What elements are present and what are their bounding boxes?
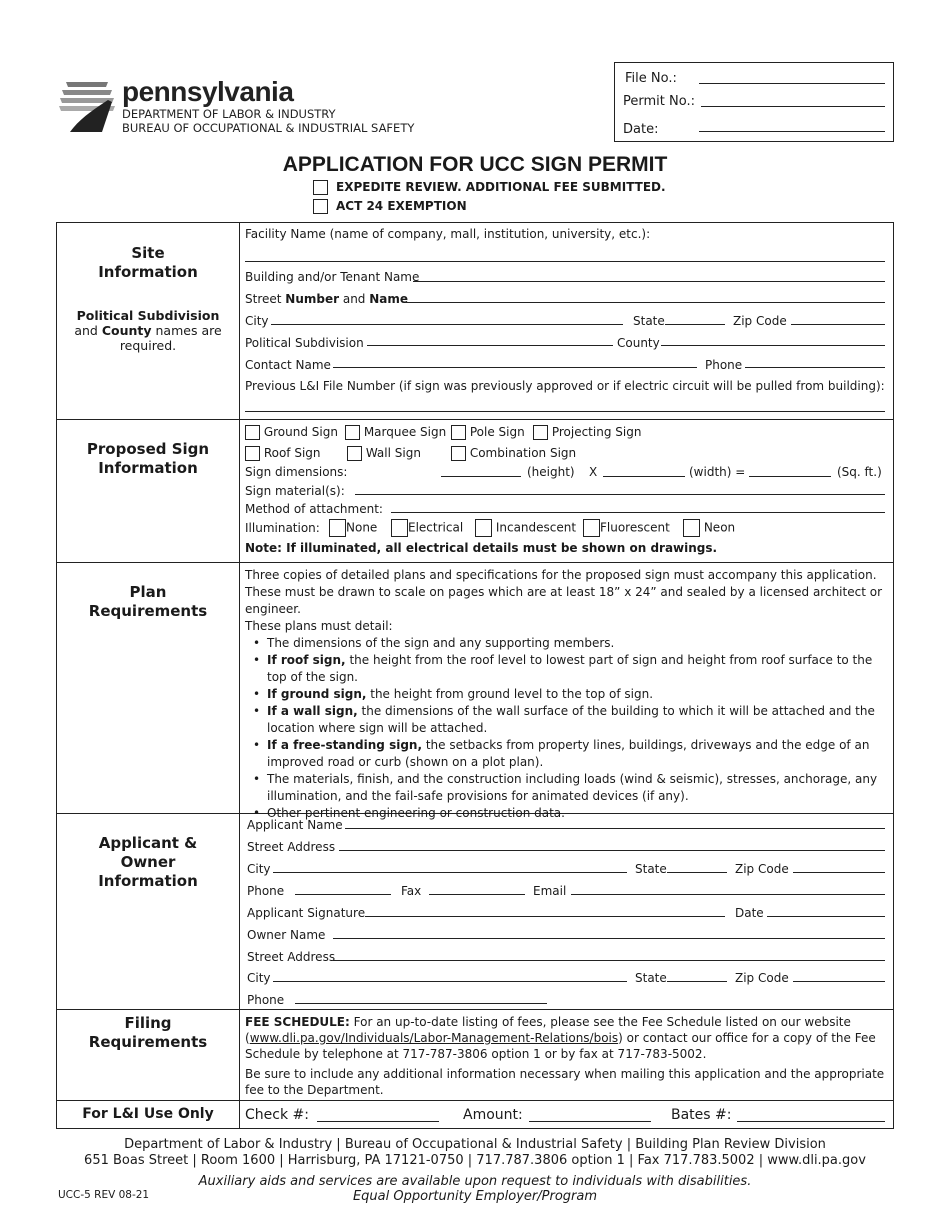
applicant-email-label: Email <box>533 884 567 898</box>
check-number-field[interactable] <box>317 1121 439 1122</box>
office-use-box <box>614 62 894 142</box>
applicant-zip-label: Zip Code <box>735 862 789 876</box>
permit-no-field[interactable] <box>701 106 885 107</box>
mailing-reminder: Be sure to include any additional information necessary when mailing this application and the appropriate fee to the Department. <box>245 1067 885 1097</box>
illumination-note: Note: If illuminated, all electrical details must be shown on drawings. <box>245 541 718 555</box>
proposed-title-2: Information <box>98 459 198 477</box>
building-name-field[interactable] <box>413 281 885 282</box>
page-title: APPLICATION FOR UCC SIGN PERMIT <box>282 153 668 176</box>
site-requirement-note <box>57 308 239 353</box>
applicant-state-label: State <box>635 862 667 876</box>
file-no-field[interactable] <box>699 83 885 84</box>
applicant-title-3: Information <box>98 872 198 890</box>
proposed-sign-section <box>57 420 893 563</box>
plan-requirements-label <box>57 563 240 813</box>
sign-material-field[interactable] <box>355 494 885 495</box>
filing-requirements-section <box>57 1010 893 1101</box>
illumination-incandescent-option[interactable]: Incandescent <box>475 519 576 537</box>
footer-accessibility-note: Auxiliary aids and services are available upon request to individuals with disabilities. <box>198 1174 752 1189</box>
marquee-sign-checkbox[interactable] <box>345 425 360 440</box>
zip-field[interactable] <box>791 324 885 325</box>
owner-zip-field[interactable] <box>793 981 885 982</box>
political-subdivision-label: Political Subdivision <box>245 336 364 350</box>
plan-title-1: Plan <box>129 583 167 601</box>
proposed-title-1: Proposed Sign <box>86 440 210 458</box>
incandescent-checkbox[interactable] <box>475 519 492 537</box>
applicant-city-field[interactable] <box>273 872 627 873</box>
applicant-state-field[interactable] <box>667 872 727 873</box>
illumination-neon-option[interactable]: Neon <box>683 519 735 537</box>
plan-intro-2: These plans must detail: <box>245 619 393 633</box>
form-number: UCC-5 REV 08-21 <box>58 1189 150 1201</box>
applicant-city-label: City <box>247 862 271 876</box>
width-label: (width) = <box>689 465 746 479</box>
applicant-name-field[interactable] <box>345 828 885 829</box>
contact-name-label: Contact Name <box>245 358 331 372</box>
ground-sign-checkbox[interactable] <box>245 425 260 440</box>
site-information-section <box>57 223 893 420</box>
site-title-2: Information <box>98 263 198 281</box>
political-subdivision-field[interactable] <box>367 345 613 346</box>
plan-item: • If a free-standing sign, the setbacks from property lines, buildings, driveways and the edge of an improved road or curb (shown on a plot plan). <box>253 737 885 771</box>
applicant-title-2: Owner <box>120 853 176 871</box>
area-field[interactable] <box>749 476 831 477</box>
applicant-title-1: Applicant & <box>98 834 198 852</box>
act24-option[interactable] <box>313 199 467 214</box>
amount-label: Amount: <box>463 1107 523 1123</box>
combination-sign-checkbox[interactable] <box>451 446 466 461</box>
owner-state-field[interactable] <box>667 981 727 982</box>
applicant-street-label: Street Address <box>247 840 336 854</box>
note-required: required. <box>119 338 177 353</box>
owner-city-label: City <box>247 971 271 985</box>
applicant-street-field[interactable] <box>339 850 885 851</box>
phone-field[interactable] <box>745 367 885 368</box>
ground-sign-option[interactable]: Ground Sign <box>245 425 338 440</box>
keystone-logo-icon <box>58 78 116 134</box>
owner-phone-field[interactable] <box>295 1003 547 1004</box>
illumination-none-option[interactable]: None <box>329 519 377 537</box>
li-use-section <box>57 1101 893 1129</box>
electrical-checkbox[interactable] <box>391 519 408 537</box>
li-use-fields <box>245 1101 885 1129</box>
filing-requirements-text <box>245 1010 885 1100</box>
act24-checkbox[interactable] <box>313 199 328 214</box>
owner-name-label: Owner Name <box>247 928 326 942</box>
applicant-signature-label: Applicant Signature <box>247 906 366 920</box>
plan-item: • If roof sign, the height from the roof level to lowest part of sign and height from roof surface to the top of the sign. <box>253 652 885 686</box>
plan-item: • Other pertinent engineering or construction data. <box>253 805 885 822</box>
state-field[interactable] <box>665 324 725 325</box>
applicant-fax-label: Fax <box>401 884 422 898</box>
owner-street-field[interactable] <box>333 960 885 961</box>
pole-sign-option[interactable]: Pole Sign <box>451 425 525 440</box>
applicant-phone-label: Phone <box>247 884 285 898</box>
county-label: County <box>617 336 660 350</box>
county-field[interactable] <box>661 345 885 346</box>
applicant-owner-label <box>57 814 240 1009</box>
bureau-name: BUREAU OF OCCUPATIONAL & INDUSTRIAL SAFETY <box>122 121 415 135</box>
projecting-sign-checkbox[interactable] <box>533 425 548 440</box>
filing-title-1: Filing <box>124 1014 172 1032</box>
plan-item: • The materials, finish, and the construction including loads (wind & seismic), stresses, anchorage, any illumination, and the fail-safe provisions for animated devices (if any). <box>253 771 885 805</box>
building-name-label: Building and/or Tenant Name <box>245 270 420 284</box>
note-and: and <box>74 323 102 338</box>
logo-wordmark: pennsylvania <box>122 76 294 107</box>
expedite-checkbox[interactable] <box>313 180 328 195</box>
note-rest: names are <box>151 323 222 338</box>
plan-intro: Three copies of detailed plans and specifications for the proposed sign must accompany this application. These must be drawn to scale on pages which are at least 18” x 24” and sealed by a licensed architect or engineer. <box>245 568 882 616</box>
fee-schedule-link[interactable]: www.dli.pa.gov/Individuals/Labor-Management-Relations/bois <box>249 1031 619 1045</box>
plan-item: • If ground sign, the height from ground level to the top of sign. <box>253 686 885 703</box>
act24-label: ACT 24 EXEMPTION <box>336 199 467 213</box>
plan-requirements-section <box>57 563 893 820</box>
applicant-date-field[interactable] <box>767 916 885 917</box>
li-use-title: For L&I Use Only <box>82 1106 214 1122</box>
plan-requirements-text <box>245 563 885 820</box>
date-label: Date: <box>623 122 659 137</box>
owner-city-field[interactable] <box>273 981 627 982</box>
fluorescent-checkbox[interactable] <box>583 519 600 537</box>
applicant-signature-field[interactable] <box>365 916 725 917</box>
attachment-field[interactable] <box>391 512 885 513</box>
applicant-owner-section <box>57 814 893 1010</box>
applicant-email-field[interactable] <box>571 894 885 895</box>
sign-dimensions-label: Sign dimensions: <box>245 465 348 479</box>
roof-sign-checkbox[interactable] <box>245 446 260 461</box>
permit-form <box>56 222 894 1129</box>
wall-sign-checkbox[interactable] <box>347 446 362 461</box>
marquee-sign-option[interactable]: Marquee Sign <box>345 425 446 440</box>
attachment-label: Method of attachment: <box>245 502 383 516</box>
street-label: Street Number and Name <box>245 292 409 306</box>
applicant-fax-field[interactable] <box>429 894 525 895</box>
height-field[interactable] <box>441 476 521 477</box>
expedite-label: EXPEDITE REVIEW. ADDITIONAL FEE SUBMITTED. <box>336 180 666 194</box>
amount-field[interactable] <box>529 1121 651 1122</box>
phone-label: Phone <box>705 358 743 372</box>
fee-schedule-text: FEE SCHEDULE: For an up-to-date listing of fees, please see the Fee Schedule listed on our website (www.dli.pa.gov/Individuals/Labor-Management-Relations/bois) or contact our office for a copy of the Fee Schedule by telephone at 717-787-3806 option 1 or by fax at 717-783-5002. <box>245 1015 876 1061</box>
times-label: X <box>589 465 598 479</box>
previous-file-label: Previous L&I File Number (if sign was previously approved or if electric circuit will be pulled from building): <box>245 379 885 393</box>
city-field[interactable] <box>271 324 623 325</box>
contact-name-field[interactable] <box>333 367 697 368</box>
filing-title-2: Requirements <box>88 1033 208 1051</box>
footer-address-line-2: 651 Boas Street | Room 1600 | Harrisburg, PA 17121-0750 | 717.787.3806 option 1 | Fax 717.783.5002 | www.dli.pa.gov <box>84 1153 866 1168</box>
filing-requirements-label <box>57 1010 240 1100</box>
facility-name-label: Facility Name (name of company, mall, institution, university, etc.): <box>245 227 651 241</box>
wall-sign-option[interactable]: Wall Sign <box>347 446 421 461</box>
site-title-1: Site <box>131 244 165 262</box>
pa-logo <box>58 76 438 138</box>
bates-number-field[interactable] <box>737 1121 885 1122</box>
applicant-phone-field[interactable] <box>295 894 391 895</box>
illumination-fluorescent-option[interactable]: Fluorescent <box>583 519 670 537</box>
owner-street-label: Street Address <box>247 950 336 964</box>
illumination-electrical-option[interactable]: Electrical <box>391 519 463 537</box>
plan-item: • If a wall sign, the dimensions of the wall surface of the building to which it will be attached and the location where sign will be attached. <box>253 703 885 737</box>
pole-sign-checkbox[interactable] <box>451 425 466 440</box>
illumination-label: Illumination: <box>245 521 320 535</box>
site-information-label <box>57 223 240 419</box>
proposed-sign-label <box>57 420 240 562</box>
check-number-label: Check #: <box>245 1107 309 1123</box>
footer-eoe-note: Equal Opportunity Employer/Program <box>352 1189 598 1204</box>
combination-sign-option[interactable]: Combination Sign <box>451 446 576 461</box>
owner-phone-label: Phone <box>247 993 285 1007</box>
note-political-subdivision: Political Subdivision <box>76 308 220 323</box>
date-field[interactable] <box>699 131 885 132</box>
owner-zip-label: Zip Code <box>735 971 789 985</box>
owner-name-field[interactable] <box>333 938 885 939</box>
city-label: City <box>245 314 269 328</box>
neon-checkbox[interactable] <box>683 519 700 537</box>
expedite-option[interactable] <box>313 180 666 195</box>
bates-number-label: Bates #: <box>671 1107 732 1123</box>
plan-title-2: Requirements <box>88 602 208 620</box>
height-label: (height) <box>527 465 575 479</box>
applicant-name-label: Applicant Name <box>247 818 343 832</box>
plan-list <box>245 635 885 822</box>
street-field[interactable] <box>405 302 885 303</box>
sign-material-label: Sign material(s): <box>245 484 345 498</box>
permit-no-label: Permit No.: <box>623 94 695 109</box>
zip-label: Zip Code <box>733 314 787 328</box>
none-checkbox[interactable] <box>329 519 346 537</box>
facility-name-field[interactable] <box>245 261 885 262</box>
file-no-label: File No.: <box>625 71 677 86</box>
projecting-sign-option[interactable]: Projecting Sign <box>533 425 641 440</box>
site-information-fields <box>245 223 885 419</box>
proposed-sign-fields <box>245 420 885 562</box>
sqft-label: (Sq. ft.) <box>837 465 882 479</box>
width-field[interactable] <box>603 476 685 477</box>
owner-state-label: State <box>635 971 667 985</box>
applicant-date-label: Date <box>735 906 764 920</box>
li-use-label <box>57 1101 240 1129</box>
plan-item: • The dimensions of the sign and any supporting members. <box>253 635 885 652</box>
previous-file-field[interactable] <box>245 411 885 412</box>
state-label: State <box>633 314 665 328</box>
note-county: County <box>101 323 152 338</box>
applicant-owner-fields <box>245 814 885 1009</box>
department-name: DEPARTMENT OF LABOR & INDUSTRY <box>122 107 336 121</box>
applicant-zip-field[interactable] <box>793 872 885 873</box>
footer-address-line-1: Department of Labor & Industry | Bureau of Occupational & Industrial Safety | Building Plan Review Division <box>124 1137 826 1152</box>
roof-sign-option[interactable]: Roof Sign <box>245 446 321 461</box>
